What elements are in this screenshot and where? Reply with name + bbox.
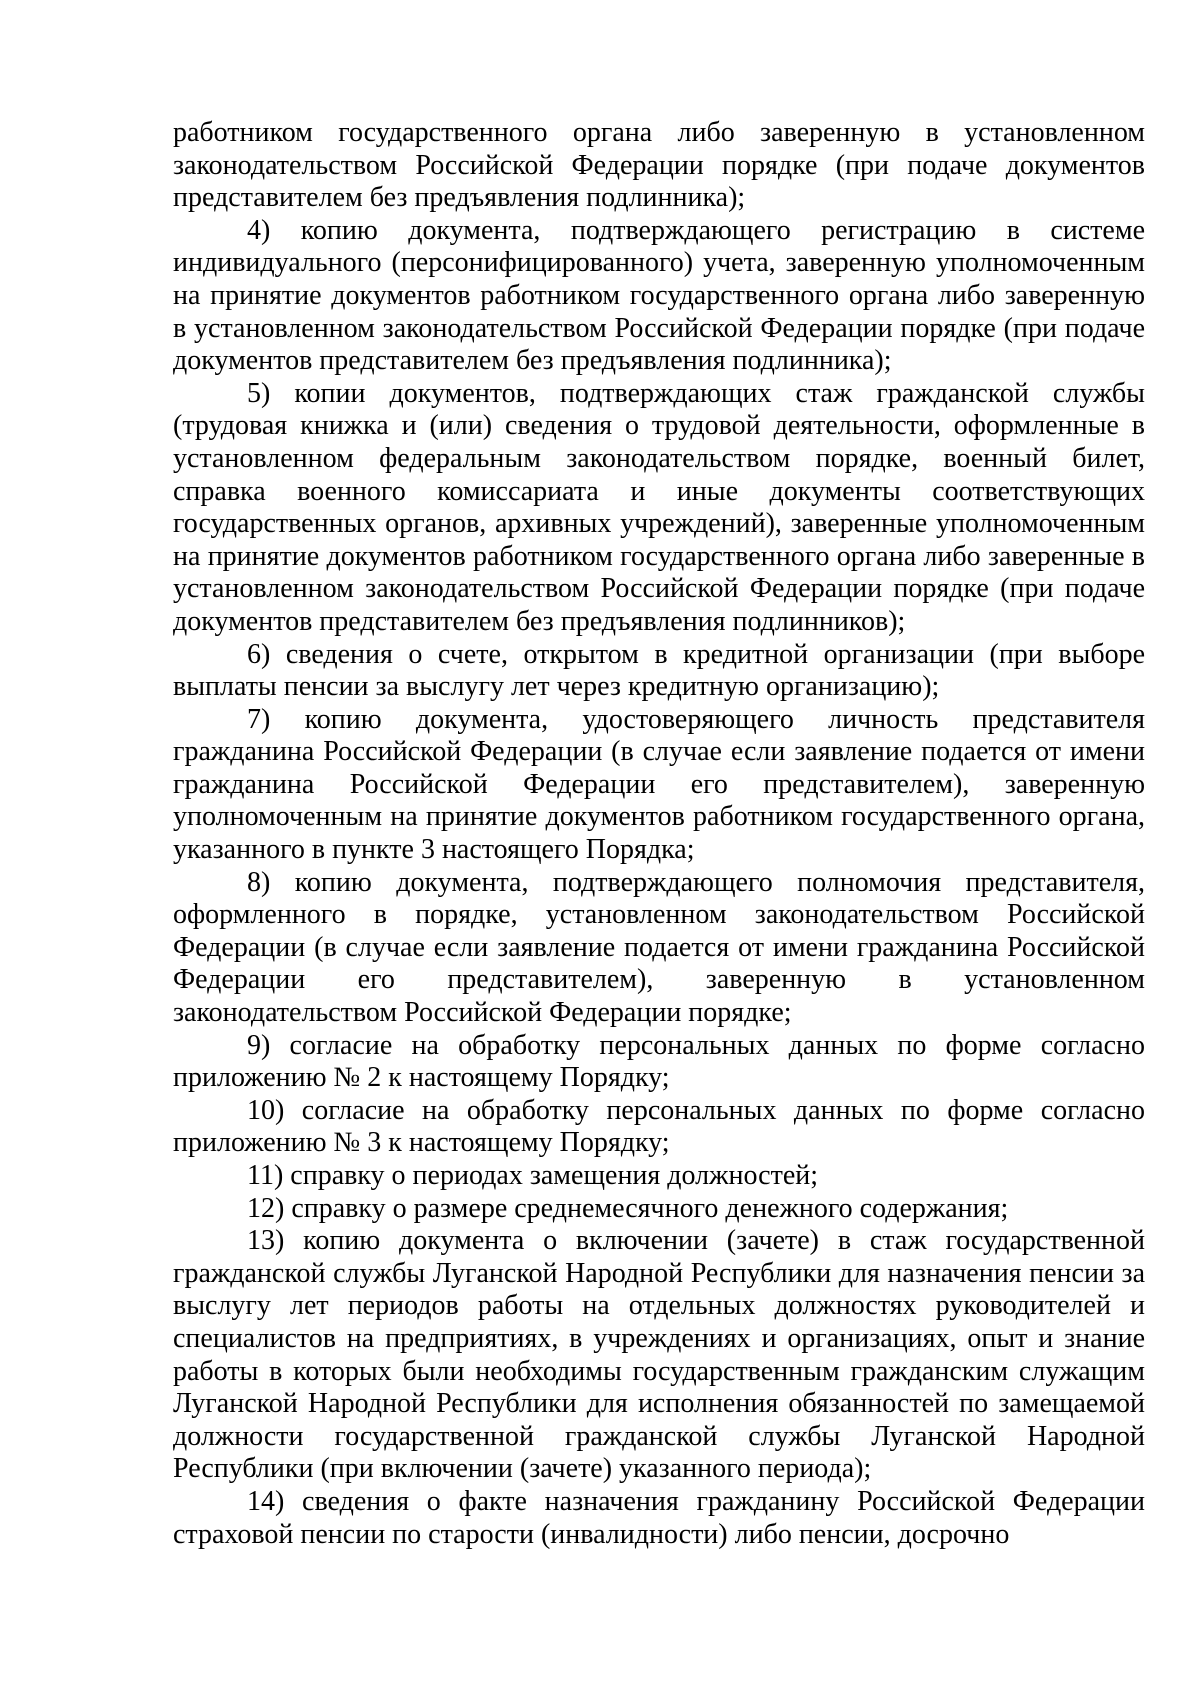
list-item-4: 4) копию документа, подтверждающего регистрацию в системе индивидуального (персонифицированного) учета, заверенную уполномоченным на принятие документов работником государственного органа либо заверенную в установленном законодательством Российской Федерации порядке (при подаче документов представителем без предъявления подлинника); — [173, 214, 1145, 377]
list-item-12: 12) справку о размере среднемесячного денежного содержания; — [247, 1192, 1009, 1224]
list-item-5: 5) копии документов, подтверждающих стаж гражданской службы (трудовая книжка и (или) сведения о трудовой деятельности, оформленные в установленном федеральным законодательством порядке, военный билет, справка военного комиссариата и иные документы соответствующих государственных органов, архивных учреждений), заверенные уполномоченным на принятие документов работником государственного органа либо заверенные в установленном законодательством Российской Федерации порядке (при подаче документов представителем без предъявления подлинников); — [173, 377, 1145, 637]
list-item-10: 10) согласие на обработку персональных данных по форме согласно приложению № 3 к настоящему Порядку; — [173, 1094, 1145, 1159]
list-item-11: 11) справку о периодах замещения должностей; — [247, 1160, 819, 1191]
list-item-8: 8) копию документа, подтверждающего полномочия представителя, оформленного в порядке, установленном законодательством Российской Федерации (в случае если заявление подается от имени гражданина Российской Федерации его представителем), заверенную в установленном законодательством Российской Федерации порядке; — [173, 866, 1145, 1029]
list-item-6: 6) сведения о счете, открытом в кредитной организации (при выборе выплаты пенсии за выслугу лет через кредитную организацию); — [173, 638, 1145, 703]
document-page — [173, 117, 1145, 1551]
list-item-7: 7) копию документа, удостоверяющего личность представителя гражданина Российской Федерации (в случае если заявление подается от имени гражданина Российской Федерации его представителем), заверенную уполномоченным на принятие документов работником государственного органа, указанного в пункте 3 настоящего Порядка; — [173, 703, 1145, 866]
list-item-9: 9) согласие на обработку персональных данных по форме согласно приложению № 2 к настоящему Порядку; — [173, 1029, 1145, 1094]
list-item-14: 14) сведения о факте назначения гражданину Российской Федерации страховой пенсии по старости (инвалидности) либо пенсии, досрочно — [173, 1485, 1145, 1550]
paragraph-continuation: работником государственного органа либо заверенную в установленном законодательством Российской Федерации порядке (при подаче документов представителем без предъявления подлинника); — [173, 117, 1145, 214]
list-item-13: 13) копию документа о включении (зачете) в стаж государственной гражданской службы Луганской Народной Республики для назначения пенсии за выслугу лет периодов работы на отдельных должностях руководителей и специалистов на предприятиях, в учреждениях и организациях, опыт и знание работы в которых были необходимы государственным гражданским служащим Луганской Народной Республики для исполнения обязанностей по замещаемой должности государственной гражданской службы Луганской Народной Республики (при включении (зачете) указанного периода); — [173, 1225, 1145, 1485]
